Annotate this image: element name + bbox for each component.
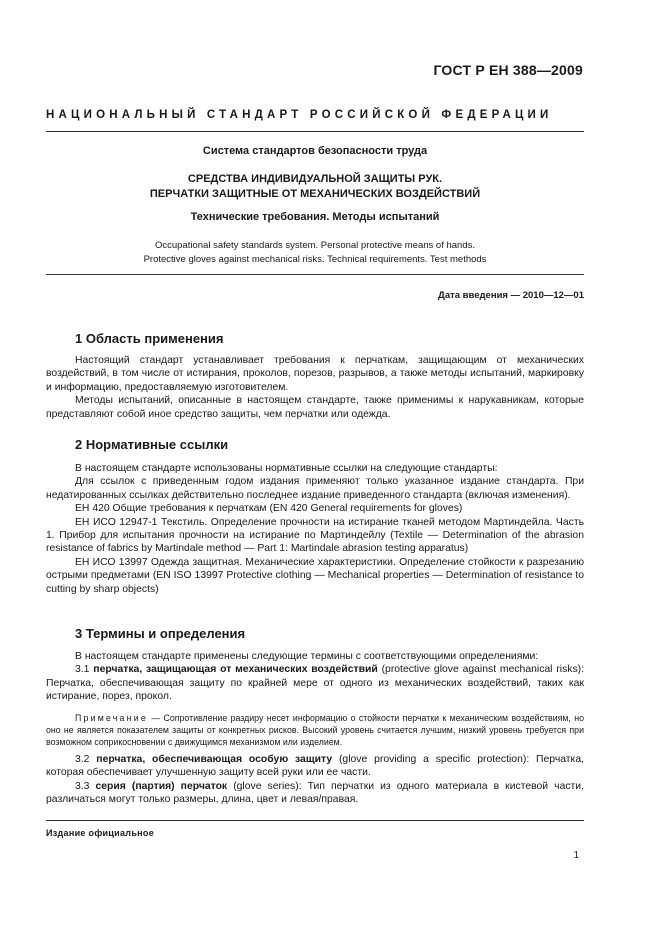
paragraph: Методы испытаний, описанные в настоящем стандарте, также применимы к нарукавникам, которые представляют собой иное средство защиты, чем перчатки или одежда. (46, 395, 584, 420)
section-2-heading: 2 Нормативные ссылки (75, 437, 229, 452)
title-line-2: ПЕРЧАТКИ ЗАЩИТНЫЕ ОТ МЕХАНИЧЕСКИХ ВОЗДЕЙСТВИЙ (149, 188, 481, 200)
note-label: Примечание (75, 713, 148, 723)
national-standard-banner: НАЦИОНАЛЬНЫЙ СТАНДАРТ РОССИЙСКОЙ ФЕДЕРАЦИИ (46, 109, 553, 121)
paragraph: Настоящий стандарт устанавливает требования к перчаткам, защищающим от механических воздействий, в том числе от истирания, проколов, порезов, разрывов, а также методы испытаний, маркировку и информацию, предоставляемую изготовителем. (46, 355, 584, 393)
footer-divider (46, 820, 584, 821)
term-name: серия (партия) перчаток (95, 780, 228, 792)
paragraph: В настоящем стандарте применены следующие термины с соответствующими определениями: (75, 651, 539, 662)
term-3-3 (46, 780, 584, 807)
reference-en-iso-12947-1: ЕН ИСО 12947-1 Текстиль. Определение прочности на истирание тканей методом Мартиндейла. Часть 1. Прибор для испытания прочности на истирание по Мартиндейлу (Textile — Determination of the abrasion resistance of fabrics by Martindale method — Part 1: Martindale abrasion testing apparatus) (46, 516, 584, 555)
document-subtitle: Технические требования. Методы испытаний (190, 211, 440, 223)
note-text: — Сопротивление раздиру несет информацию о стойкости перчатки к механическим воздействиям, но оно не является показателем защиты от конкретных рисков. Высокий уровень считается лучшим, низкий уровень требуется при возможном соприкосновении с движущимся механизмом или изделием. (46, 713, 585, 747)
term-definition: (protective glove against mechanical risks): Перчатка, обеспечивающая защиту по крайней мере от одного из механических воздействий, таких как истирание, порез, прокол. (46, 664, 585, 703)
english-title-line-1: Occupational safety standards system. Personal protective means of hands. (155, 240, 475, 251)
reference-en-iso-13997: ЕН ИСО 13997 Одежда защитная. Механические характеристики. Определение стойкости к разрезанию острыми предметами (EN ISO 13997 Protective clothing — Mechanical properties — Determination of resistance to cutting by sharp objects) (46, 556, 584, 595)
section-1-body (46, 354, 584, 421)
standards-system-title: Система стандартов безопасности труда (202, 145, 428, 157)
term-name: перчатка, обеспечивающая особую защиту (96, 754, 333, 765)
section-1-heading: 1 Область применения (75, 331, 224, 346)
english-title (46, 239, 584, 267)
paragraph: В настоящем стандарте использованы нормативные ссылки на следующие стандарты: (75, 463, 498, 474)
document-id: ГОСТ Р ЕН 388—2009 (433, 62, 583, 78)
term-3-1 (46, 663, 584, 703)
paragraph: Для ссылок с приведенным годом издания применяют только указанное издание стандарта. При недатированных ссылках действительно последнее издание приведенного стандарта (включая изменения). (46, 476, 584, 501)
section-3-body (46, 650, 584, 704)
note-block (46, 712, 584, 748)
term-definition: (glove providing a specific protection): Перчатка, которая обеспечивает улучшенную защиту всей руки или ее части. (46, 754, 584, 779)
term-definition: (glove series): Тип перчатки из одного материала в кистевой части, различаться могут только размеры, длина, цвет и левая/правая. (46, 780, 584, 806)
section-3-terms (46, 753, 584, 807)
page-number: 1 (573, 850, 579, 861)
term-number: 3.3 (75, 780, 90, 792)
official-edition-label: Издание официальное (46, 828, 155, 838)
header-divider (46, 131, 584, 132)
title-divider (46, 274, 584, 275)
term-name: перчатка, защищающая от механических воздействий (93, 664, 378, 676)
reference-en-420: ЕН 420 Общие требования к перчаткам (EN 420 General requirements for gloves) (75, 503, 463, 515)
introduction-date: Дата введения — 2010—12—01 (438, 290, 584, 301)
title-line-1: СРЕДСТВА ИНДИВИДУАЛЬНОЙ ЗАЩИТЫ РУК. (187, 173, 443, 185)
document-title (46, 172, 584, 202)
section-2-body (46, 462, 584, 596)
term-number: 3.2 (75, 754, 90, 765)
term-number: 3.1 (75, 664, 90, 676)
term-3-2 (46, 753, 584, 780)
section-3-heading: 3 Термины и определения (75, 626, 246, 641)
english-title-line-2: Protective gloves against mechanical risks. Technical requirements. Test methods (143, 254, 487, 265)
